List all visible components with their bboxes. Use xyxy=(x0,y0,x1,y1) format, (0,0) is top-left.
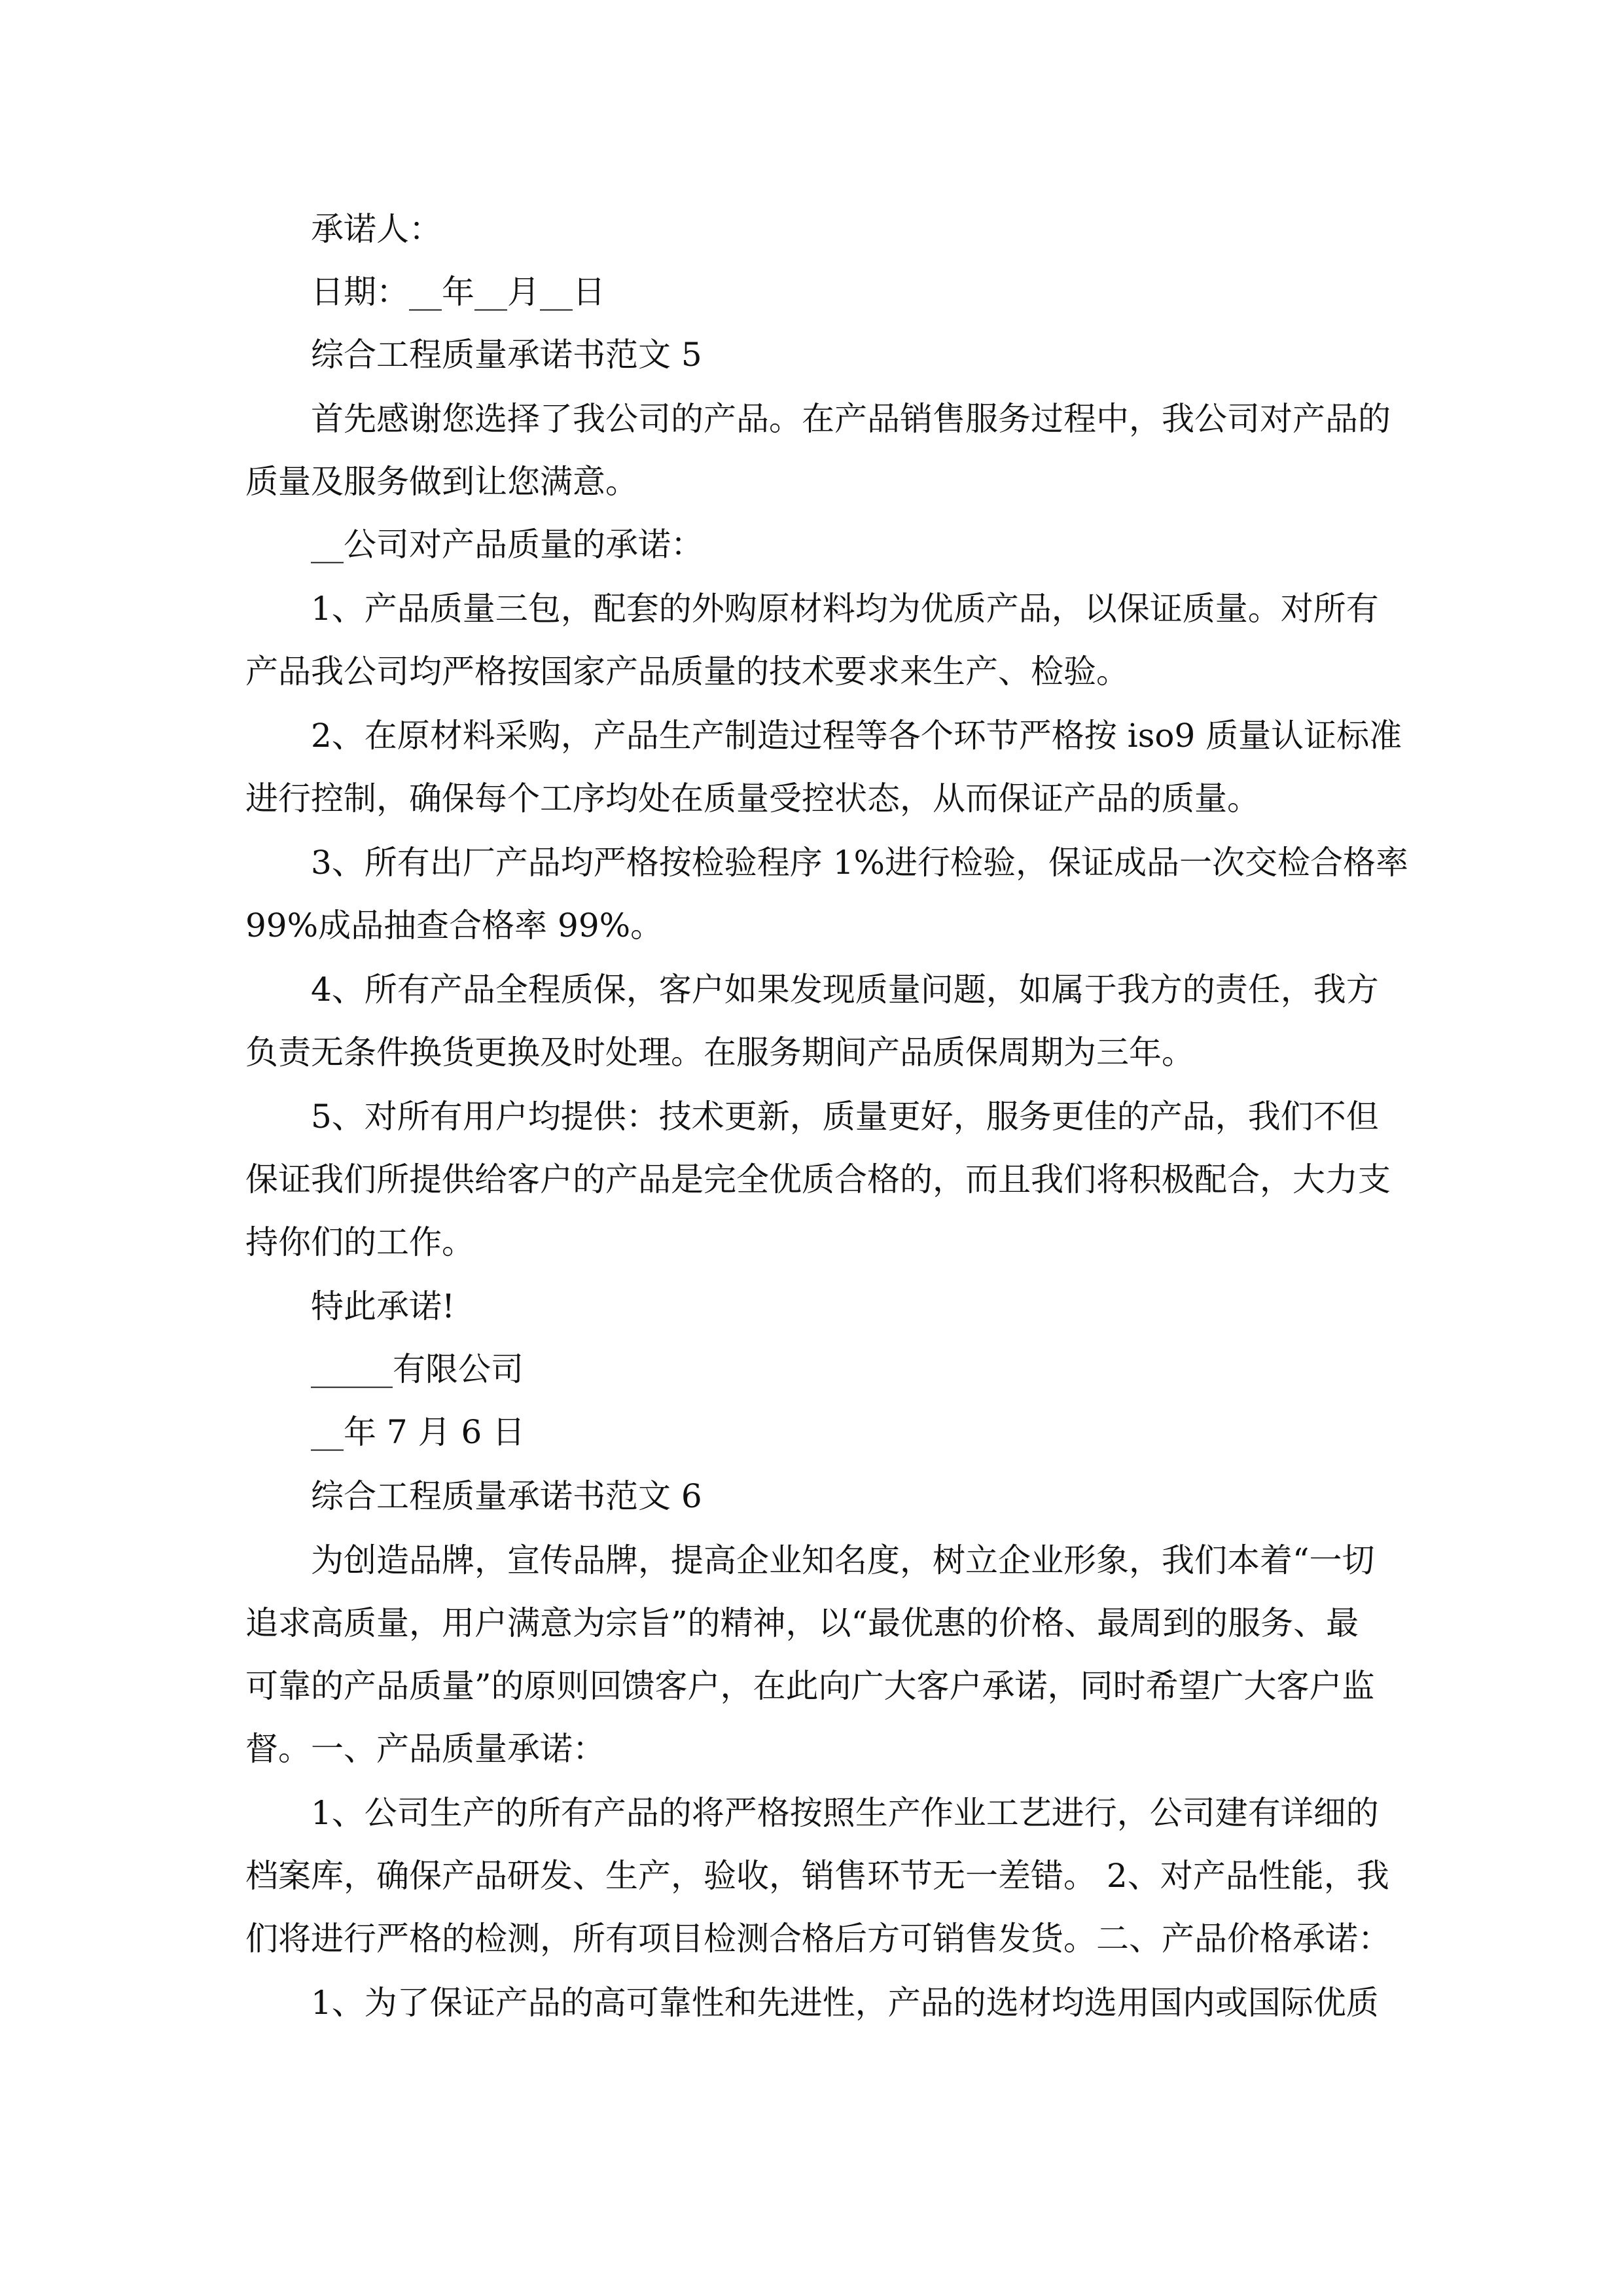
signer-line: 承诺人： xyxy=(311,210,442,248)
paragraph-line: 99%成品抽查合格率 99%。 xyxy=(245,906,664,944)
paragraph-line: 4、所有产品全程质保，客户如果发现质量问题，如属于我方的责任，我方 xyxy=(311,971,1379,1009)
paragraph-line: 3、所有出厂产品均严格按检验程序 1%进行检验，保证成品一次交检合格率 xyxy=(311,844,1409,882)
paragraph-line: 持你们的工作。 xyxy=(245,1223,474,1261)
section-title-6: 综合工程质量承诺书范文 6 xyxy=(311,1477,702,1515)
paragraph-line: 2、在原材料采购，产品生产制造过程等各个环节严格按 iso9 质量认证标准 xyxy=(311,717,1402,755)
paragraph-line: 1、公司生产的所有产品的将严格按照生产作业工艺进行，公司建有详细的 xyxy=(311,1794,1379,1832)
paragraph-line: 们将进行严格的检测，所有项目检测合格后方可销售发货。二、产品价格承诺： xyxy=(245,1920,1391,1958)
paragraph-line: 质量及服务做到让您满意。 xyxy=(245,463,638,501)
paragraph-line: 督。一、产品质量承诺： xyxy=(245,1730,605,1768)
company-line: _____有限公司 xyxy=(311,1350,524,1388)
paragraph-line: 追求高质量，用户满意为宗旨”的精神，以“最优惠的价格、最周到的服务、最 xyxy=(245,1604,1359,1642)
date-line: 日期：__年__月__日 xyxy=(311,273,605,311)
paragraph-line: 档案库，确保产品研发、生产，验收，销售环节无一差错。 2、对产品性能，我 xyxy=(245,1857,1389,1895)
paragraph-line: 1、产品质量三包，配套的外购原材料均为优质产品，以保证质量。对所有 xyxy=(311,590,1379,628)
paragraph-line: 为创造品牌，宣传品牌，提高企业知名度，树立企业形象，我们本着“一切 xyxy=(311,1541,1375,1579)
paragraph-line: 1、为了保证产品的高可靠性和先进性，产品的选材均选用国内或国际优质 xyxy=(311,1984,1379,2022)
paragraph-line: 可靠的产品质量”的原则回馈客户，在此向广大客户承诺，同时希望广大客户监 xyxy=(245,1667,1375,1705)
paragraph-line: 保证我们所提供给客户的产品是完全优质合格的，而且我们将积极配合，大力支 xyxy=(245,1160,1391,1198)
paragraph-line: 负责无条件换货更换及时处理。在服务期间产品质保周期为三年。 xyxy=(245,1033,1194,1071)
paragraph-line: 5、对所有用户均提供：技术更新，质量更好，服务更佳的产品，我们不但 xyxy=(311,1098,1379,1136)
paragraph-line: __公司对产品质量的承诺： xyxy=(311,526,704,564)
paragraph-line: 首先感谢您选择了我公司的产品。在产品销售服务过程中，我公司对产品的 xyxy=(311,400,1391,438)
date-line: __年 7 月 6 日 xyxy=(311,1413,526,1451)
paragraph-line: 产品我公司均严格按国家产品质量的技术要求来生产、检验。 xyxy=(245,653,1129,691)
section-title-5: 综合工程质量承诺书范文 5 xyxy=(311,336,702,374)
closing-line: 特此承诺! xyxy=(311,1287,455,1325)
paragraph-line: 进行控制，确保每个工序均处在质量受控状态，从而保证产品的质量。 xyxy=(245,780,1260,817)
